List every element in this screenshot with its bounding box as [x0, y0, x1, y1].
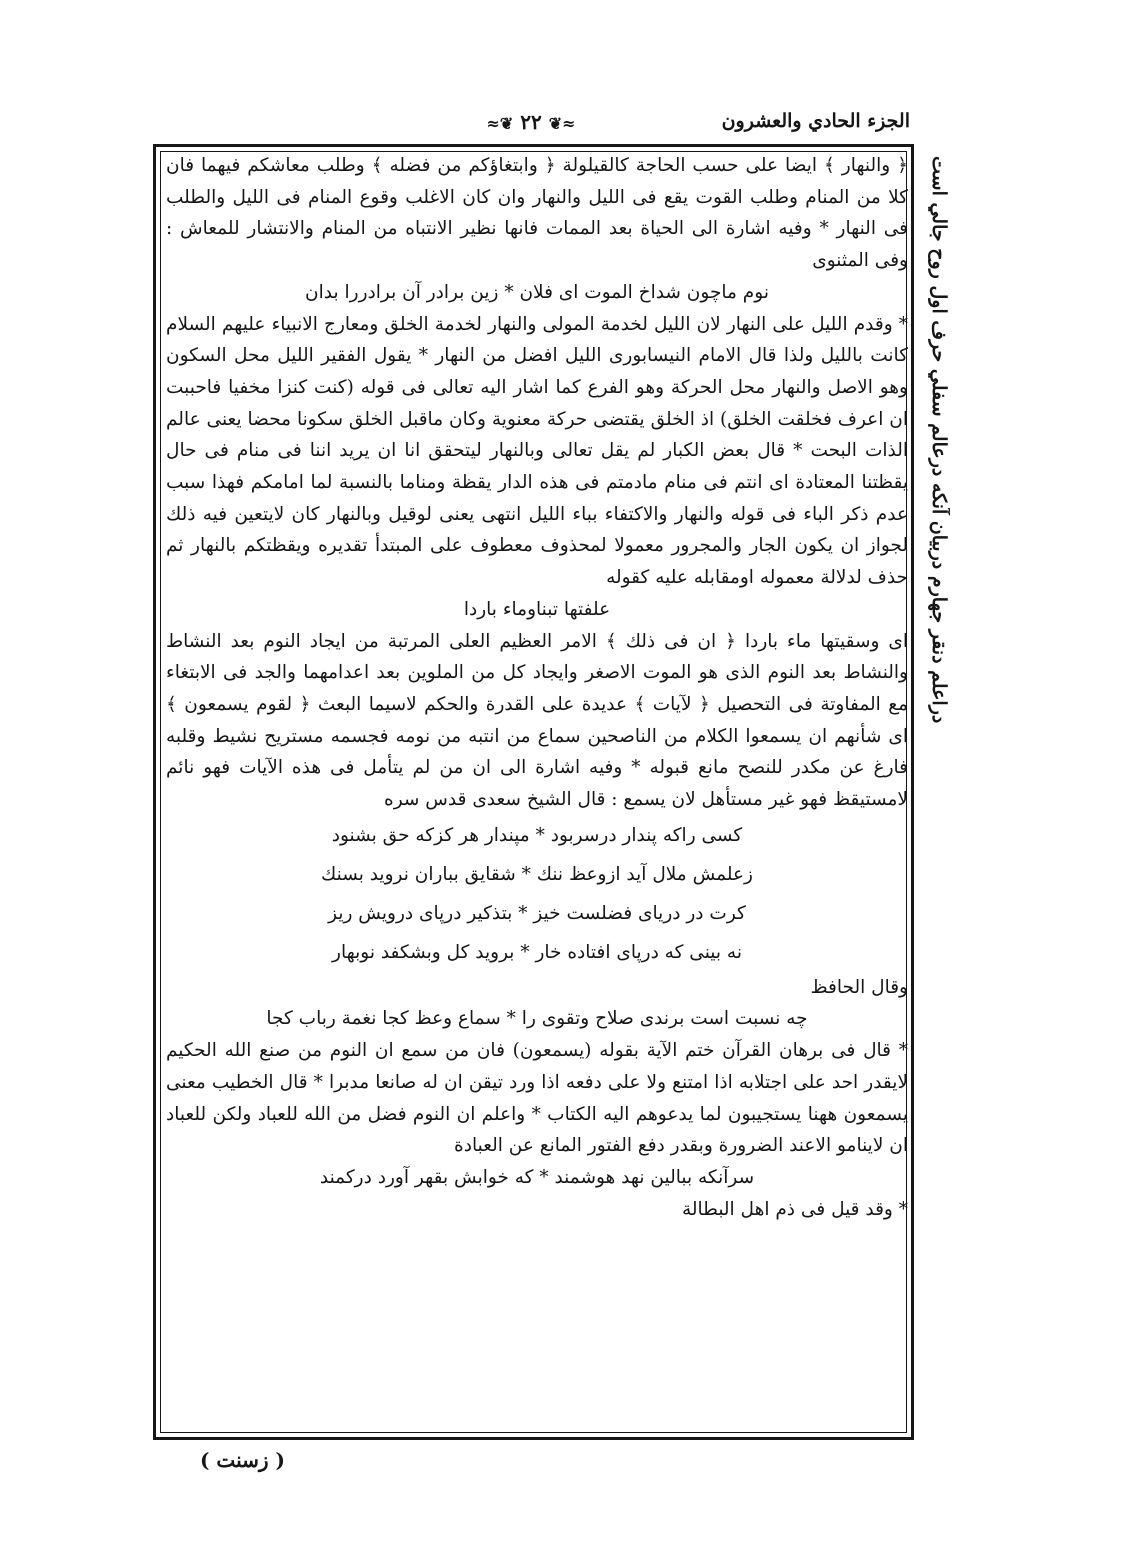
paragraph: وقال الحافظ	[810, 976, 908, 998]
main-text	[166, 150, 908, 1436]
verse: نه بينى كه درپاى افتاده خار * برويد كل وبشكفد نوبهار	[332, 941, 742, 963]
verse: نوم ماچون شداخ الموت اى فلان * زين برادر آن برادررا بدان	[305, 281, 769, 303]
margin-note-text: دراعلم دنقر جهارم دربيان آنكه درعالم سفلي حرف اول روح جالي است	[928, 156, 950, 724]
paragraph: اى وسقيتها ماء باردا ﴿ ان فى ذلك ﴾ الامر العظيم العلى المرتبة من ايجاد النوم بعد النشاط والنشاط بعد النوم الذى هو الموت الاصغر وايجاد كل من الملوين بعد اعدامهما والجد فى الابتغاء مع المفاوتة فى التحصيل ﴿ لآيات ﴾ عديدة على القدرة والحكم لاسيما البعث ﴿ لقوم يسمعون ﴾ اى شأنهم ان يسمعوا الكلام من الناصحين سماع من انتبه من نومه فجسمه مستريح نشيط وقلبه فارغ عن مكدر للنصح مانع قبوله * وفيه اشارة الى ان من لم يتأمل فى هذه الآيات فهو نائم لامستيقظ فهو غير مستأهل لان يسمع : قال الشيخ سعدى قدس سره	[166, 630, 908, 811]
running-title: الجزء الحادي والعشرون	[721, 110, 910, 132]
verse: كسى راكه پندار درسربود * مپندار هر كزكه حق بشنود	[331, 824, 743, 846]
paragraph: * وقدم الليل على النهار لان الليل لخدمة المولى والنهار لخدمة الخلق ومعارج الانبياء عليهم السلام كانت بالليل ولذا قال الامام النيسابورى الليل افضل من النهار * يقول الفقير الليل محل السكون وهو الاصل والنهار محل الحركة وهو الفرع كما اشار اليه تعالى فى قوله (كنت كنزا مخفيا فاحببت ان اعرف فخلقت الخلق) اذ الخلق يقتضى حركة معنوية وكان ماقبل الخلق سكونا محضا يعنى عالم الذات البحت * قال بعض الكبار لم يقل تعالى وبالنهار ليتحقق انا ان يريد اننا فى منام فى حال يقظتنا المعتادة اى انتم فى منام مادمتم فى هذه الدار يقظة ومناما بالنسبة لما امامكم فهذا سبب عدم ذكر الباء فى قوله والنهار والاكتفاء بباء الليل انتهى يعنى لوقيل وبالنهار كان لايتعين فيه ذلك لجواز ان يكون الجار والمجرور معمولا لمحذوف معطوف على المبتدأ تقديره ويقظتكم بالنهار ثم حذف لدلالة معموله اومقابله عليه كقوله	[166, 313, 908, 589]
paragraph: ﴿ والنهار ﴾ ايضا على حسب الحاجة كالقيلولة ﴿ وابتغاؤكم من فضله ﴾ وطلب معاشكم فيهما فان كلا من المنام وطلب القوت يقع فى الليل والنهار وان كان الاغلب وقوع المنام فى الليل والطلب فى النهار * وفيه اشارة الى الحياة بعد الممات فانها نظير الانتباه من المنام والانتشار للمعاش : وفى المثنوى	[166, 155, 908, 272]
page-number: ٢٢	[520, 110, 542, 134]
ornament-icon: ❦≈	[486, 114, 514, 133]
margin-note	[914, 156, 950, 1446]
verse: چه نسبت است برندى صلاح وتقوى را * سماع وعظ كجا نغمة رباب كجا	[266, 1008, 808, 1030]
verse: علفتها تبناوماء باردا	[463, 598, 611, 620]
catchword: ( زسنت )	[200, 1448, 285, 1472]
paragraph: * قال فى برهان القرآن ختم الآية بقوله (يسمعون) فان من سمع ان النوم من صنع الله الحكيم لايقدر احد على اجتلابه اذا امتنع ولا على دفعه اذا ورد تيقن ان له صانعا مدبرا * قال الخطيب معنى يسمعون ههنا يستجيبون لما يدعوهم اليه الكتاب * واعلم ان النوم فضل من الله للعباد ولكن للعباد ان لاينامو الاعند الضرورة وبقدر دفع الفتور المانع عن العبادة	[166, 1040, 908, 1157]
paragraph: * وقد قيل فى ذم اهل البطالة	[681, 1198, 908, 1220]
verse: سرآنكه ببالين نهد هوشمند * كه خوابش بقهر آورد دركمند	[319, 1166, 755, 1188]
ornament-icon: ≈❦	[548, 114, 576, 133]
page-number-block	[456, 110, 606, 134]
page-header	[158, 104, 910, 144]
verse: زعلمش ملال آيد ازوعظ ننك * شقايق بباران نرويد بسنك	[321, 863, 753, 885]
verse: كرت در درياى فضلست خيز * بتذكير درپاى درويش ريز	[328, 902, 746, 924]
